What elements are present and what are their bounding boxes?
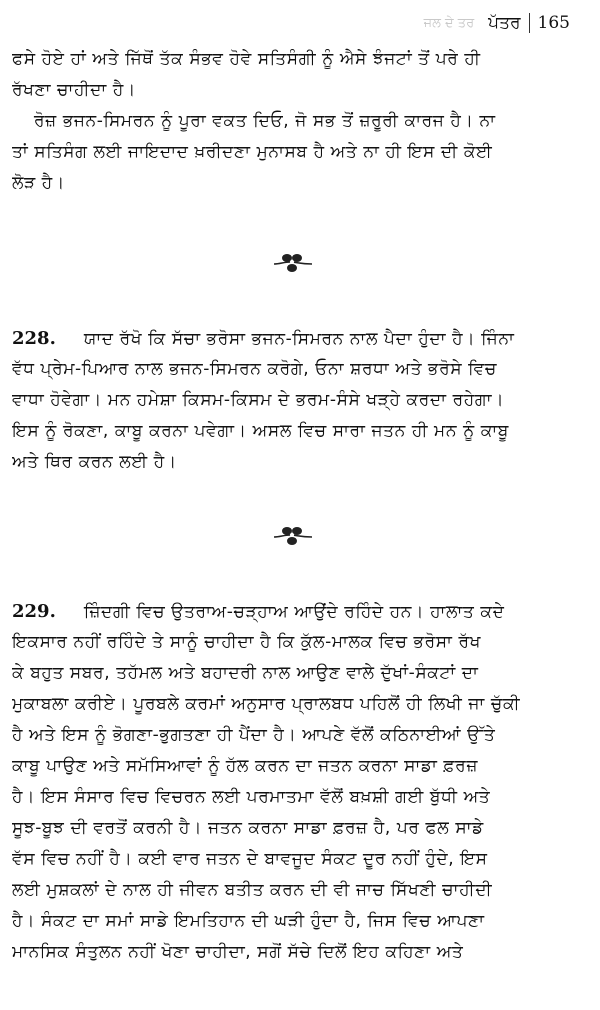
text-line: ਮੁਕਾਬਲਾ ਕਰੀਏ। ਪੂਰਬਲੇ ਕਰਮਾਂ ਅਨੁਸਾਰ ਪ੍ਰਾਲਬਧ ਪਹਿਲੋਂ ਹੀ ਲਿਖੀ ਜਾ ਚੁੱਕੀ — [12, 694, 521, 714]
running-header — [424, 10, 570, 36]
leaf-ornament-icon — [270, 250, 316, 274]
text-line-content: ਜ਼ਿੰਦਗੀ ਵਿਚ ਉਤਰਾਅ-ਚੜ੍ਹਾਅ ਆਉਂਦੇ ਰਹਿੰਦੇ ਹਨ। ਹਾਲਾਤ ਕਦੇ — [83, 602, 505, 622]
text-line: ਮਾਨਸਿਕ ਸੰਤੁਲਨ ਨਹੀਂ ਖੋਣਾ ਚਾਹੀਦਾ, ਸਗੋਂ ਸੱਚੇ ਦਿਲੋਂ ਇਹ ਕਹਿਣਾ ਅਤੇ — [12, 942, 464, 962]
text-line — [12, 323, 592, 354]
text-line-content: ਯਾਦ ਰੱਖੋ ਕਿ ਸੱਚਾ ਭਰੋਸਾ ਭਜਨ-ਸਿਮਰਨ ਨਾਲ ਪੈਦਾ ਹੁੰਦਾ ਹੈ। ਜਿੰਨਾ — [83, 329, 515, 349]
text-line: ਫਸੇ ਹੋਏ ਹਾਂ ਅਤੇ ਜਿੱਥੋਂ ਤੱਕ ਸੰਭਵ ਹੋਵੇ ਸਤਿਸੰਗੀ ਨੂੰ ਐਸੇ ਝੰਜਟਾਂ ਤੋਂ ਪਰੇ ਹੀ — [12, 49, 481, 69]
text-line: ਇਸ ਨੂੰ ਰੋਕਣਾ, ਕਾਬੂ ਕਰਨਾ ਪਵੇਗਾ। ਅਸਲ ਵਿਚ ਸਾਰਾ ਜਤਨ ਹੀ ਮਨ ਨੂੰ ਕਾਬੂ — [12, 421, 509, 441]
text-line: ਅਤੇ ਥਿਰ ਕਰਨ ਲਈ ਹੈ। — [12, 452, 177, 472]
text-line: ਕਾਬੂ ਪਾਉਣ ਅਤੇ ਸਮੱਸਿਆਵਾਂ ਨੂੰ ਹੱਲ ਕਰਨ ਦਾ ਜਤਨ ਕਰਨਾ ਸਾਡਾ ਫ਼ਰਜ਼ — [12, 756, 478, 776]
text-line: ਵਾਧਾ ਹੋਵੇਗਾ। ਮਨ ਹਮੇਸ਼ਾ ਕਿਸਮ-ਕਿਸਮ ਦੇ ਭਰਮ-ਸੰਸੇ ਖੜ੍ਹੇ ਕਰਦਾ ਰਹੇਗਾ। — [12, 390, 505, 410]
header-divider — [529, 13, 530, 33]
paragraph-number: 229. — [12, 601, 56, 622]
text-line: ਤਾਂ ਸਤਿਸੰਗ ਲਈ ਜਾਇਦਾਦ ਖ਼ਰੀਦਣਾ ਮੁਨਾਸਬ ਹੈ ਅਤੇ ਨਾ ਹੀ ਇਸ ਦੀ ਕੋਈ — [12, 142, 493, 162]
text-line: ਵੱਸ ਵਿਚ ਨਹੀਂ ਹੈ। ਕਈ ਵਾਰ ਜਤਨ ਦੇ ਬਾਵਜੂਦ ਸੰਕਟ ਦੂਰ ਨਹੀਂ ਹੁੰਦੇ, ਇਸ — [12, 849, 488, 869]
text-line: ਹੈ। ਸੰਕਟ ਦਾ ਸਮਾਂ ਸਾਡੇ ਇਮਤਿਹਾਨ ਦੀ ਘੜੀ ਹੁੰਦਾ ਹੈ, ਜਿਸ ਵਿਚ ਆਪਣਾ — [12, 911, 485, 931]
leaf-ornament-icon — [270, 523, 316, 547]
text-line: ਇਕਸਾਰ ਨਹੀਂ ਰਹਿੰਦੇ ਤੇ ਸਾਨੂੰ ਚਾਹੀਦਾ ਹੈ ਕਿ ਕੁੱਲ-ਮਾਲਕ ਵਿਚ ਭਰੋਸਾ ਰੱਖ — [12, 632, 482, 652]
page-number: 165 — [537, 13, 570, 33]
text-line: ਸੂਝ-ਬੂਝ ਦੀ ਵਰਤੋਂ ਕਰਨੀ ਹੈ। ਜਤਨ ਕਰਨਾ ਸਾਡਾ ਫ਼ਰਜ਼ ਹੈ, ਪਰ ਫਲ ਸਾਡੇ — [12, 818, 484, 838]
paragraph-number: 228. — [12, 328, 56, 349]
paragraph-229 — [12, 596, 592, 968]
text-line: ਲਈ ਮੁਸ਼ਕਲਾਂ ਦੇ ਨਾਲ ਹੀ ਜੀਵਨ ਬਤੀਤ ਕਰਨ ਦੀ ਵੀ ਜਾਚ ਸਿੱਖਣੀ ਚਾਹੀਦੀ — [12, 880, 493, 900]
text-line: ਰੱਖਣਾ ਚਾਹੀਦਾ ਹੈ। — [12, 80, 136, 100]
running-title-faint: ਜਲ ਦੇ ਤਰ — [423, 15, 475, 31]
text-line: ਕੇ ਬਹੁਤ ਸਬਰ, ਤਹੱਮਲ ਅਤੇ ਬਹਾਦਰੀ ਨਾਲ ਆਉਣ ਵਾਲੇ ਦੁੱਖਾਂ-ਸੰਕਟਾਂ ਦਾ — [12, 663, 479, 683]
text-line: ਹੈ। ਇਸ ਸੰਸਾਰ ਵਿਚ ਵਿਚਰਨ ਲਈ ਪਰਮਾਤਮਾ ਵੱਲੋਂ ਬਖ਼ਸ਼ੀ ਗਈ ਬੁੱਧੀ ਅਤੇ — [12, 787, 491, 807]
text-line — [12, 596, 592, 627]
text-line: ਰੋਜ਼ ਭਜਨ-ਸਿਮਰਨ ਨੂੰ ਪੂਰਾ ਵਕਤ ਦਿਓ, ਜੋ ਸਭ ਤੋਂ ਜ਼ਰੂਰੀ ਕਾਰਜ ਹੈ। ਨਾ — [34, 111, 496, 131]
text-line: ਵੱਧ ਪ੍ਰੇਮ-ਪਿਆਰ ਨਾਲ ਭਜਨ-ਸਿਮਰਨ ਕਰੋਗੇ, ਓਨਾ ਸ਼ਰਧਾ ਅਤੇ ਭਰੋਸੇ ਵਿਚ — [12, 359, 497, 379]
text-line: ਲੋੜ ਹੈ। — [12, 173, 65, 193]
paragraph-228 — [12, 323, 592, 478]
running-title: ਪੱਤਰ — [488, 13, 521, 33]
paragraph-top — [12, 44, 592, 199]
text-line: ਹੈ ਅਤੇ ਇਸ ਨੂੰ ਭੋਗਣਾ-ਭੁਗਤਣਾ ਹੀ ਪੈਂਦਾ ਹੈ। ਆਪਣੇ ਵੱਲੋਂ ਕਠਿਨਾਈਆਂ ਉੱਤੇ — [12, 725, 496, 745]
